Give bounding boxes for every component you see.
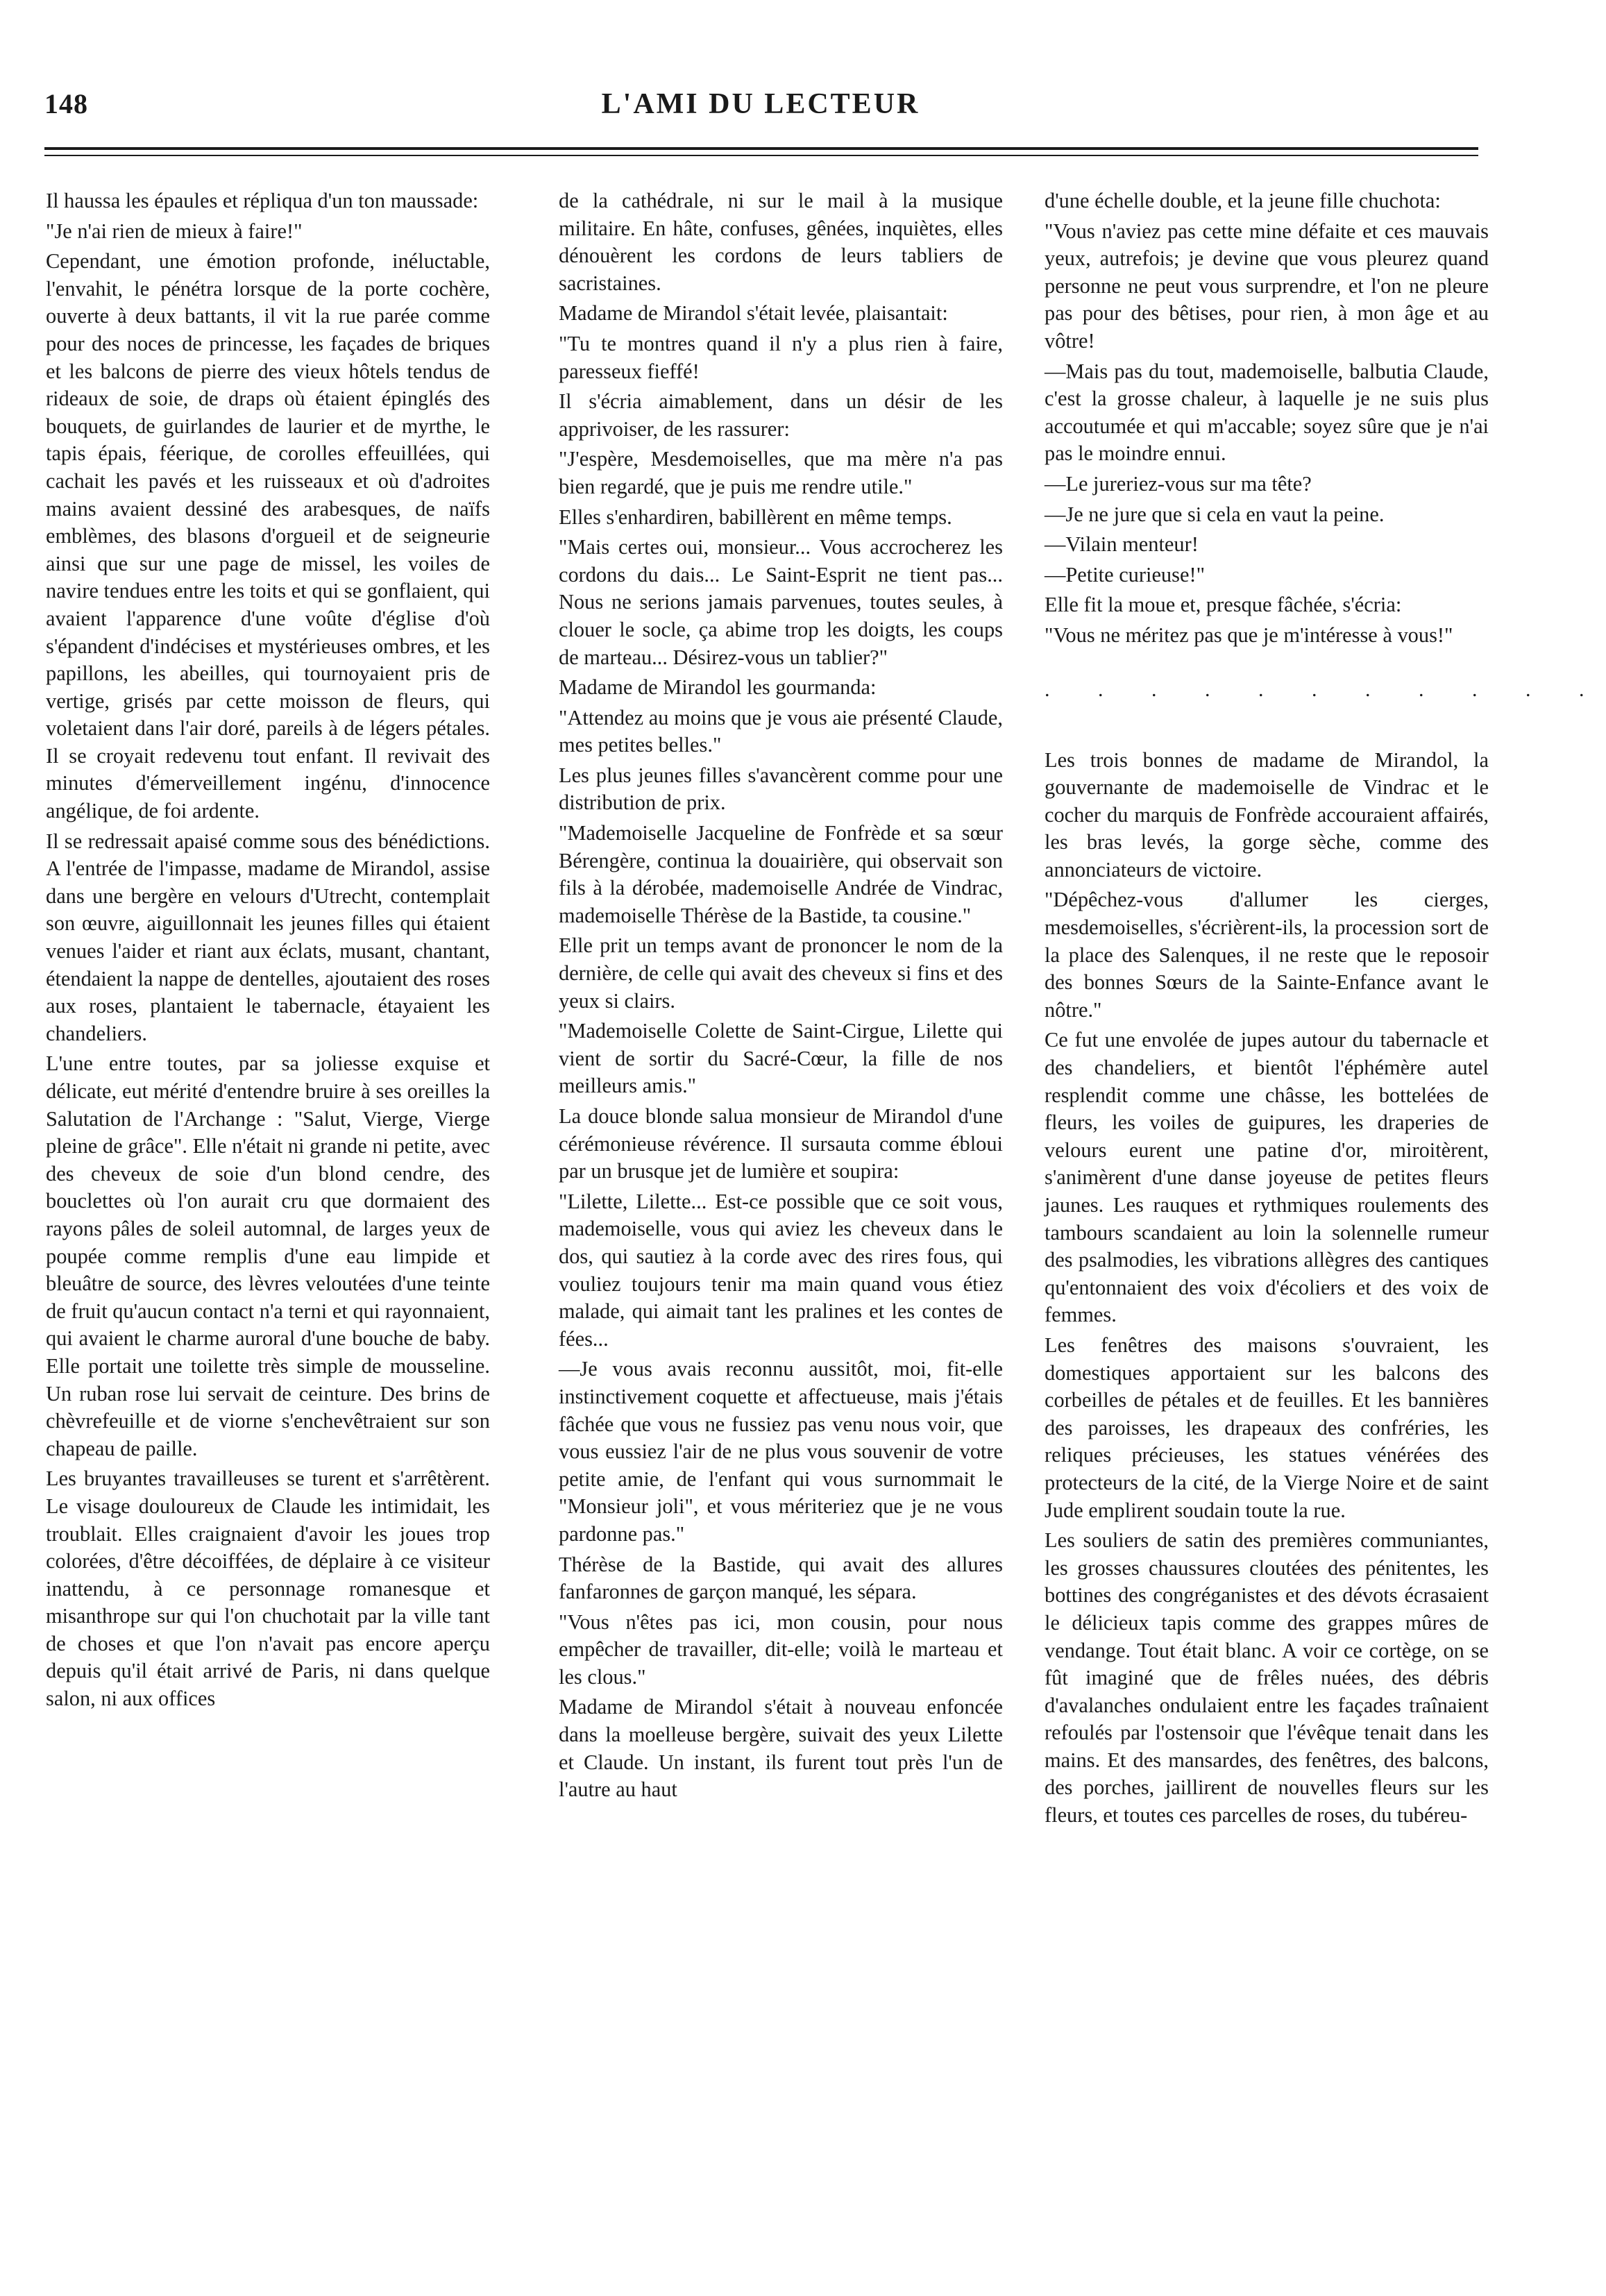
paragraph: —Le jureriez-vous sur ma tête?	[1045, 471, 1312, 496]
text-column-2	[559, 187, 1003, 2263]
header-rule-thick	[44, 147, 1478, 150]
paragraph: Il haussa les épaules et répliqua d'un ton maussade:	[46, 189, 479, 212]
text-column-1	[46, 187, 490, 2263]
text-column-3	[1045, 187, 1606, 2263]
paragraph: L'une entre toutes, par sa joliesse exquise et délicate, eut mérité d'entendre bruire à ses oreilles la Salutation de l'Archange : "Salut, Vierge, Vierge pleine de grâce". Elle n'était ni grande ni petite, avec des cheveux de soie d'un blond cendre, des bouclettes où l'on aurait cru que dormaient des rayons pâles de soleil automnal, de larges yeux de poupée comme remplis d'une eau limpide et bleuâtre de source, des lèvres veloutées d'une teinte de fruit qu'aucun contact n'a terni et qui rayonnaient, qui avaient le charme auroral d'une bouche de baby. Elle portait une toilette très simple de mousseline. Un ruban rose lui servait de ceinture. Des brins de chèvrefeuille et de viorne s'enchevêtraient sur son chapeau de paille.	[46, 1052, 490, 1460]
paragraph: Ce fut une envolée de jupes autour du tabernacle et des chandeliers, et bientôt l'éphémère autel resplendit comme une châsse, les bottelées de fleurs, les voiles de guipures, les draperies de velours eurent une patine d'or, miroitèrent, s'animèrent d'une danse joyeuse de petites fleurs jaunes. Les rauques et rythmiques roulements des tambours scandaient au loin la solennelle rumeur des psalmodies, les vibrations allègres des cantiques qu'entonnaient des voix d'écoliers et des voix de femmes.	[1045, 1028, 1489, 1327]
paragraph: Il se redressait apaisé comme sous des bénédictions. A l'entrée de l'impasse, madame de Mirandol, assise dans une bergère en velours d'Utrecht, contemplait son œuvre, aiguillonnait les jeunes filles qui étaient venues l'aider et riant aux éclats, musant, chantant, étendaient la nappe de dentelles, ajoutaient des roses aux roses, plantaient le tabernacle, étayaient les chandeliers.	[46, 829, 490, 1045]
paragraph: de la cathédrale, ni sur le mail à la musique militaire. En hâte, confuses, gênées, inquiètes, elles dénouèrent les cordons de leurs tabliers de sacristaines.	[559, 189, 1003, 295]
journal-title: L'AMI DU LECTEUR	[601, 88, 920, 120]
paragraph: "Vous ne méritez pas que je m'intéresse à vous!"	[1045, 623, 1453, 647]
paragraph: "Mademoiselle Jacqueline de Fonfrède et sa sœur Bérengère, continua la douairière, qui observait son fils à la dérobée, mademoiselle Andrée de Vindrac, mademoiselle Thérèse de la Bastide, ta cousine."	[559, 821, 1003, 927]
paragraph: Les souliers de satin des premières communiantes, les grosses chaussures cloutées des pénitentes, les bottines des congréganistes et des dévots écrasaient le délicieux tapis comme des grappes mûres de vendange. Tout était blanc. A voir ce cortège, on se fût imaginé que de frêles nuées, des débris d'avalanches ondulaient entre les façades traînaient refoulés par l'ostensoir que l'évêque tenait dans les mains. Et des mansardes, des fenêtres, des balcons, des porches, jaillirent de nouvelles fleurs sur les fleurs, et toutes ces parcelles de roses, du tubéreu-	[1045, 1528, 1489, 1827]
paragraph: Les trois bonnes de madame de Mirandol, la gouvernante de mademoiselle de Vindrac et le cocher du marquis de Fonfrède accouraient affairés, les bras levés, la gorge sèche, comme des annonciateurs de victoire.	[1045, 748, 1489, 881]
paragraph: Elle fit la moue et, presque fâchée, s'écria:	[1045, 593, 1402, 617]
paragraph: "Mais certes oui, monsieur... Vous accrocherez les cordons du dais... Le Saint-Esprit ne tient pas... Nous ne serions jamais parvenues, toutes seules, à clouer le socle, ça abime trop les doigts, les coups de marteau... Désirez-vous un tablier?"	[559, 535, 1003, 669]
paragraph: "Mademoiselle Colette de Saint-Cirgue, Lilette qui vient de sortir du Sacré-Cœur, la fille de nos meilleurs amis."	[559, 1019, 1003, 1098]
paragraph: —Vilain menteur!	[1045, 532, 1199, 557]
paragraph: Les fenêtres des maisons s'ouvraient, les domestiques apportaient sur les balcons des corbeilles de pétales et de feuilles. Et les bannières des paroisses, les drapeaux des confréries, les reliques précieuses, les statues vénérées des protecteurs de la cité, de la Vierge Noire et de saint Jude emplirent soudain toute la rue.	[1045, 1333, 1489, 1522]
paragraph: Elles s'enhardiren, babillèrent en même temps.	[559, 505, 952, 529]
paragraph: "Tu te montres quand il n'y a plus rien à faire, paresseux fieffé!	[559, 331, 1003, 383]
paragraph: "Je n'ai rien de mieux à faire!"	[46, 219, 303, 243]
paragraph: Il s'écria aimablement, dans un désir de les apprivoiser, de les rassurer:	[559, 389, 1003, 441]
paragraph: "Lilette, Lilette... Est-ce possible que ce soit vous, mademoiselle, vous qui aviez les cheveux dans le dos, qui sautiez à la corde avec des rires fous, qui vouliez toujours tenir ma main quand vous étiez malade, qui aimait tant les pralines et les contes de fées...	[559, 1189, 1003, 1351]
paragraph: La douce blonde salua monsieur de Mirandol d'une cérémonieuse révérence. Il sursauta comme ébloui par un brusque jet de lumière et soupira:	[559, 1104, 1003, 1183]
paragraph: Madame de Mirandol les gourmanda:	[559, 675, 877, 700]
paragraph: Madame de Mirandol s'était levée, plaisantait:	[559, 301, 948, 326]
paragraph: Cependant, une émotion profonde, inéluctable, l'envahit, le pénétra lorsque de la porte cochère, ouverte à deux battants, il vit la rue parée comme pour des noces de princesse, les façades de briques et les balcons de pierre des vieux hôtels tendus de rideaux de soie, de draps où étaient épinglés des bouquets, de guirlandes de laurier et de myrthe, le tapis épais, féerique, de corolles effeuillées, qui cachait les pavés et les ruisseaux et où d'adroites mains avaient dessiné des arabesques, de naïfs emblèmes, des blasons d'orgueil et de seigneurie ainsi que sur une page de missel, les voiles de navire tendues entre les toits et qui se gonflaient, qui avaient l'apparence d'une voûte d'église d'où s'épandent d'indécises et mystérieuses ombres, et les papillons, les abeilles, qui tournoyaient pris de vertige, grisés par cette moisson de fleurs, qui voletaient dans l'air doré, pareils à de légers pétales. Il se croyait redevenu tout enfant. Il revivait des minutes d'émerveillement ingénu, d'innocence angélique, de foi ardente.	[46, 249, 490, 823]
paragraph: "J'espère, Mesdemoiselles, que ma mère n'a pas bien regardé, que je puis me rendre utile."	[559, 447, 1003, 498]
paragraph: "Vous n'êtes pas ici, mon cousin, pour nous empêcher de travailler, dit-elle; voilà le marteau et les clous."	[559, 1610, 1003, 1689]
paragraph: Thérèse de la Bastide, qui avait des allures fanfaronnes de garçon manqué, les sépara.	[559, 1552, 1003, 1604]
paragraph: —Petite curieuse!"	[1045, 562, 1205, 586]
paragraph: Elle prit un temps avant de prononcer le nom de la dernière, de celle qui avait des cheveux si fins et des yeux si clairs.	[559, 934, 1003, 1013]
paragraph: —Mais pas du tout, mademoiselle, balbutia Claude, c'est la grosse chaleur, à laquelle je ne suis plus accoutumée et qui m'accable; soyez sûre que je n'ai pas le moindre ennui.	[1045, 359, 1489, 466]
paragraph: d'une échelle double, et la jeune fille chuchota:	[1045, 189, 1441, 212]
paragraph: —Je ne jure que si cela en vaut la peine.	[1045, 502, 1385, 526]
paragraph: Les plus jeunes filles s'avancèrent comme pour une distribution de prix.	[559, 763, 1003, 815]
paragraph: —Je vous avais reconnu aussitôt, moi, fit-elle instinctivement coquette et affectueuse, mais j'étais fâchée que vous ne fussiez pas venu nous voir, que vous eussiez l'air de ne plus vous souvenir de votre petite amie, de l'enfant qui vous surnommait le "Monsieur joli", et vous mériteriez que je ne vous pardonne pas."	[559, 1357, 1003, 1546]
paragraph: "Vous n'aviez pas cette mine défaite et ces mauvais yeux, autrefois; je devine que vous pleurez quand personne ne peut vous surprendre, et l'on ne pleure pas pour des bêtises, pour rien, à mon âge et au vôtre!	[1045, 219, 1489, 353]
page-number: 148	[44, 88, 88, 119]
paragraph: Madame de Mirandol s'était à nouveau enfoncée dans la moelleuse bergère, suivait des yeux Lilette et Claude. Un instant, ils furent tout près l'un de l'autre au haut	[559, 1695, 1003, 1802]
header-rule-thin	[44, 155, 1478, 156]
paragraph: "Attendez au moins que je vous aie présenté Claude, mes petites belles."	[559, 705, 1003, 757]
page-header	[44, 87, 1477, 143]
section-break-dots: . . . . . . . . . . .	[1045, 677, 1606, 701]
paragraph: "Dépêchez-vous d'allumer les cierges, mesdemoiselles, s'écrièrent-ils, la procession sort de la place des Salenques, il ne reste que le reposoir des bonnes Sœurs de la Sainte-Enfance avant le nôtre."	[1045, 888, 1489, 1022]
paragraph: Les bruyantes travailleuses se turent et s'arrêtèrent. Le visage douloureux de Claude les intimidait, les troublait. Elles craignaient d'avoir les joues trop colorées, d'être décoiffées, de déplaire à ce visiteur inattendu, à ce personnage romanesque et misanthrope sur qui l'on chuchotait par la ville tant de choses et que l'on n'avait pas encore aperçu depuis qu'il était arrivé de Paris, ni dans quelque salon, ni aux offices	[46, 1467, 490, 1711]
